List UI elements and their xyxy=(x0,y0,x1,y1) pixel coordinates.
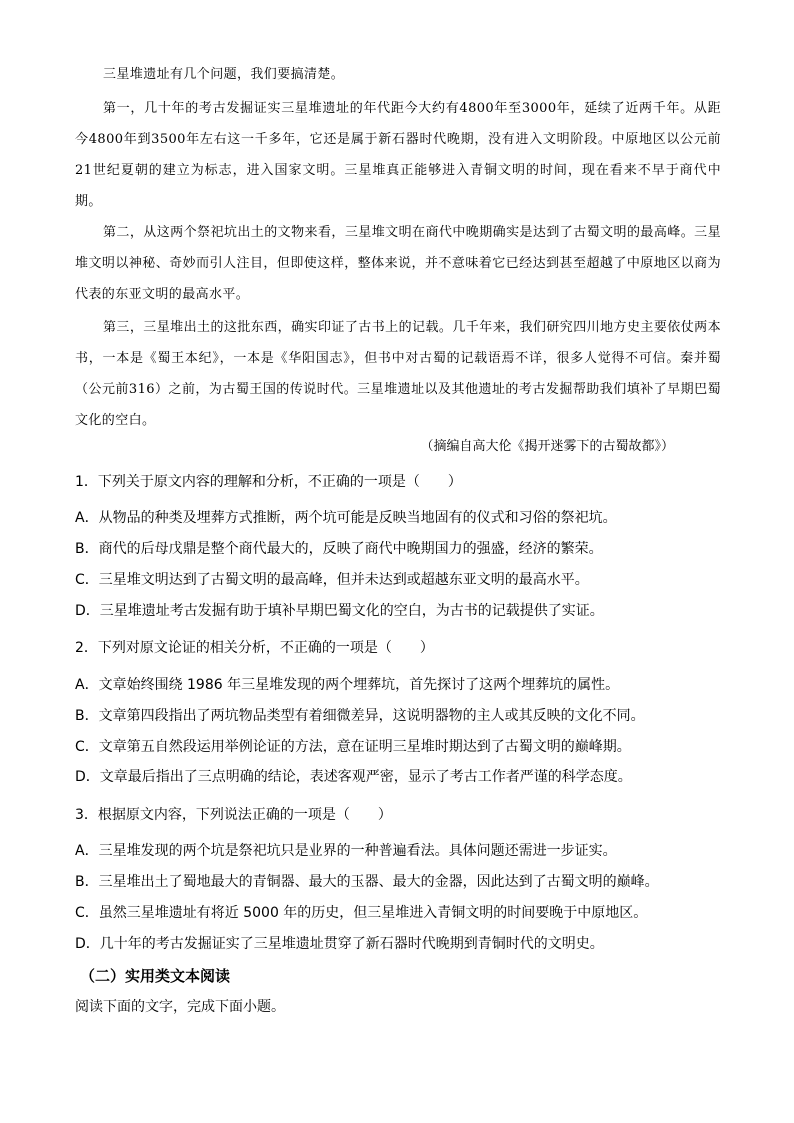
question-1-option-b: B．商代的后母戊鼎是整个商代最大的，反映了商代中晚期国力的强盛，经济的繁荣。 xyxy=(75,541,603,557)
question-3-stem: 3．根据原文内容，下列说法正确的一项是（ ） xyxy=(75,807,392,823)
section-instruction: 阅读下面的文字，完成下面小题。 xyxy=(75,999,285,1015)
question-1-option-c: C．三星堆文明达到了古蜀文明的最高峰，但并未达到或超越东亚文明的最高水平。 xyxy=(75,572,589,588)
passage-source: （摘编自高大伦《揭开迷雾下的古蜀故都》） xyxy=(420,439,674,454)
question-3-option-a: A．三星堆发现的两个坑是祭祀坑只是业界的一种普遍看法。具体问题还需进一步证实。 xyxy=(75,843,617,859)
question-2-option-d: D．文章最后指出了三点明确的结论，表述客观严密，显示了考古工作者严谨的科学态度。 xyxy=(75,769,632,785)
question-2-option-b: B．文章第四段指出了两坑物品类型有着细微差异，这说明器物的主人或其反映的文化不同。 xyxy=(75,708,645,724)
passage-paragraph-2: 第一，几十年的考古发掘证实三星堆遗址的年代距今大约有4800年至3000年，延续了近两千年。从距今4800年到3500年左右这一千多年，它还是属于新石器时代晚期，没有进入文明阶段。中原地区以公元前21世纪夏朝的建立为标志，进入国家文明。三星堆真正能够进入青铜文明的时间，现在看来不早于商代中期。 xyxy=(75,101,721,209)
section-title: （二）实用类文本阅读 xyxy=(80,967,231,985)
question-3-option-d: D．几十年的考古发掘证实了三星堆遗址贯穿了新石器时代晚期到青铜时代的文明史。 xyxy=(75,936,604,952)
question-3-option-b: B．三星堆出土了蜀地最大的青铜器、最大的玉器、最大的金器，因此达到了古蜀文明的巅峰。 xyxy=(75,874,659,890)
question-1-option-a: A．从物品的种类及埋葬方式推断，两个坑可能是反映当地固有的仪式和习俗的祭祀坑。 xyxy=(75,510,617,526)
question-1-stem: 1．下列关于原文内容的理解和分析，不正确的一项是（ ） xyxy=(75,474,462,490)
question-3-option-c: C．虽然三星堆遗址有将近 5000 年的历史，但三星堆进入青铜文明的时间要晚于中原地区。 xyxy=(75,905,648,921)
question-2-option-a: A．文章始终围绕 1986 年三星堆发现的两个埋葬坑，首先探讨了这两个埋葬坑的属性。 xyxy=(75,677,620,693)
passage-paragraph-4: 第三，三星堆出土的这批东西，确实印证了古书上的记载。几千年来，我们研究四川地方史主要依仗两本书，一本是《蜀王本纪》，一本是《华阳国志》，但书中对古蜀的记载语焉不详，很多人觉得不可信。秦并蜀（公元前316）之前，为古蜀王国的传说时代。三星堆遗址以及其他遗址的考古发掘帮助我们填补了早期巴蜀文化的空白。 xyxy=(75,320,721,428)
question-1-option-d: D．三星堆遗址考古发掘有助于填补早期巴蜀文化的空白，为古书的记载提供了实证。 xyxy=(75,603,604,619)
question-2-stem: 2．下列对原文论证的相关分析，不正确的一项是（ ） xyxy=(75,640,434,656)
question-2-option-c: C．文章第五自然段运用举例论证的方法，意在证明三星堆时期达到了古蜀文明的巅峰期。 xyxy=(75,739,631,755)
passage-paragraph-3: 第二，从这两个祭祀坑出土的文物来看，三星堆文明在商代中晚期确实是达到了古蜀文明的最高峰。三星堆文明以神秘、奇妙而引人注目，但即使这样，整体来说，并不意味着它已经达到甚至超越了中原地区以商为代表的东亚文明的最高水平。 xyxy=(75,225,721,302)
passage-paragraph-1: 三星堆遗址有几个问题，我们要搞清楚。 xyxy=(103,67,345,82)
